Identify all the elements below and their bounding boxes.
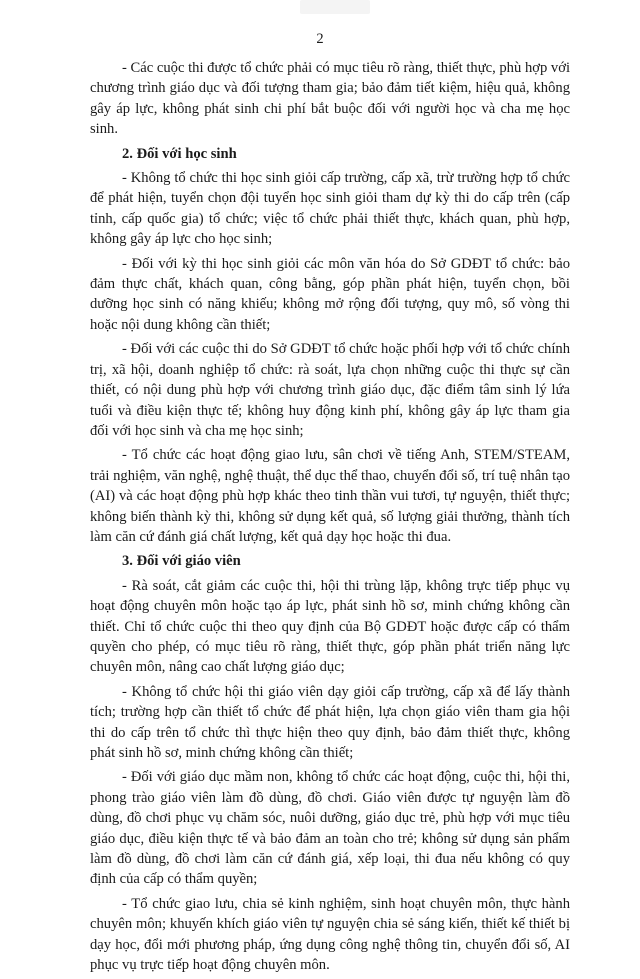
section-heading-teachers: 3. Đối với giáo viên xyxy=(122,553,241,570)
paragraph-teacher-preschool-toys: - Đối với giáo dục mầm non, không tổ chức các hoạt động, cuộc thi, hội thi, phong trào giáo viên làm đồ dùng, đồ chơi. Giáo viên được tự nguyện làm đồ dùng, đồ chơi phục vụ chăm sóc, nuôi dưỡng, giáo dục trẻ, phù hợp với mục tiêu giáo dục, điều kiện thực tế và bảo đảm an toàn cho trẻ; không sử dụng sản phẩm làm đồ dùng, đồ chơi làm căn cứ đánh giá, xếp loại, thi đua nếu không có quy định của cấp có thẩm quyền; xyxy=(90,769,570,888)
page-number: 2 xyxy=(316,31,324,47)
section-heading-students: 2. Đối với học sinh xyxy=(122,145,237,162)
document-body xyxy=(90,58,570,979)
paragraph-teacher-review-competitions: - Rà soát, cắt giảm các cuộc thi, hội thi trùng lặp, không trực tiếp phục vụ hoạt động chuyên môn hoặc tạo áp lực, phát sinh hồ sơ, minh chứng không cần thiết. Chỉ tổ chức cuộc thi theo quy định của Bộ GDĐT hoặc được cấp có thẩm quyền cho phép, có mục tiêu rõ ràng, thiết thực, góp phần phát triển năng lực chuyên môn, nâng cao chất lượng giáo dục; xyxy=(90,577,570,676)
paragraph-student-school-level: - Không tổ chức thi học sinh giỏi cấp trường, cấp xã, trừ trường hợp tổ chức để phát hiện, tuyển chọn đội tuyển học sinh giỏi tham dự kỳ thi do cấp trên (cấp tỉnh, cấp quốc gia) tổ chức; việc tổ chức phải thiết thực, khách quan, phù hợp, không gây áp lực cho học sinh; xyxy=(90,170,570,248)
scan-artifact xyxy=(300,0,370,14)
paragraph-competition-goals: - Các cuộc thi được tổ chức phải có mục tiêu rõ ràng, thiết thực, phù hợp với chương trình giáo dục và đối tượng tham gia; bảo đảm tiết kiệm, hiệu quả, không gây áp lực, không phát sinh chi phí bắt buộc đối với người học và cha mẹ học sinh. xyxy=(90,60,570,138)
paragraph-teacher-good-teacher-contest: - Không tổ chức hội thi giáo viên dạy giỏi cấp trường, cấp xã để lấy thành tích; trường hợp cần thiết tổ chức để phát hiện, lựa chọn giáo viên tham gia hội thi do cấp trên tổ chức thì thực hiện theo quy định, bảo đảm thiết thực, không phát sinh hồ sơ, minh chứng không cần thiết; xyxy=(90,683,570,761)
paragraph-teacher-experience-sharing: - Tổ chức giao lưu, chia sẻ kinh nghiệm, sinh hoạt chuyên môn, thực hành chuyên môn; khuyến khích giáo viên tự nguyện chia sẻ sáng kiến, thiết kế thiết bị dạy học, đổi mới phương pháp, ứng dụng công nghệ thông tin, chuyển đổi số, AI phục vụ trực tiếp hoạt động chuyên môn. xyxy=(90,895,570,974)
paragraph-student-partner-competitions: - Đối với các cuộc thi do Sở GDĐT tổ chức hoặc phối hợp với tổ chức chính trị, xã hội, doanh nghiệp tổ chức: rà soát, lựa chọn những cuộc thi thực sự cần thiết, có nội dung phù hợp với chương trình giáo dục, đặc điểm tâm sinh lý lứa tuổi và điều kiện thực tế; không huy động kinh phí, không gây áp lực tham gia đối với học sinh và cha mẹ học sinh; xyxy=(90,341,570,439)
paragraph-student-culture-subjects: - Đối với kỳ thi học sinh giỏi các môn văn hóa do Sở GDĐT tổ chức: bảo đảm thực chất, khách quan, công bằng, góp phần phát hiện, tuyển chọn, bồi dưỡng học sinh có năng khiếu; không mở rộng đối tượng, quy mô, số vòng thi hoặc nội dung không cần thiết; xyxy=(90,255,570,333)
paragraph-student-exchange-activities: - Tổ chức các hoạt động giao lưu, sân chơi về tiếng Anh, STEM/STEAM, trải nghiệm, văn nghệ, nghệ thuật, thể dục thể thao, chuyển đổi số, trí tuệ nhân tạo (AI) và các hoạt động phù hợp khác theo tinh thần vui tươi, tự nguyện, thiết thực; không biến thành kỳ thi, không sử dụng kết quả, số lượng giải thưởng, thành tích làm căn cứ đánh giá chất lượng, kết quả dạy học hoặc thi đua. xyxy=(90,447,570,545)
